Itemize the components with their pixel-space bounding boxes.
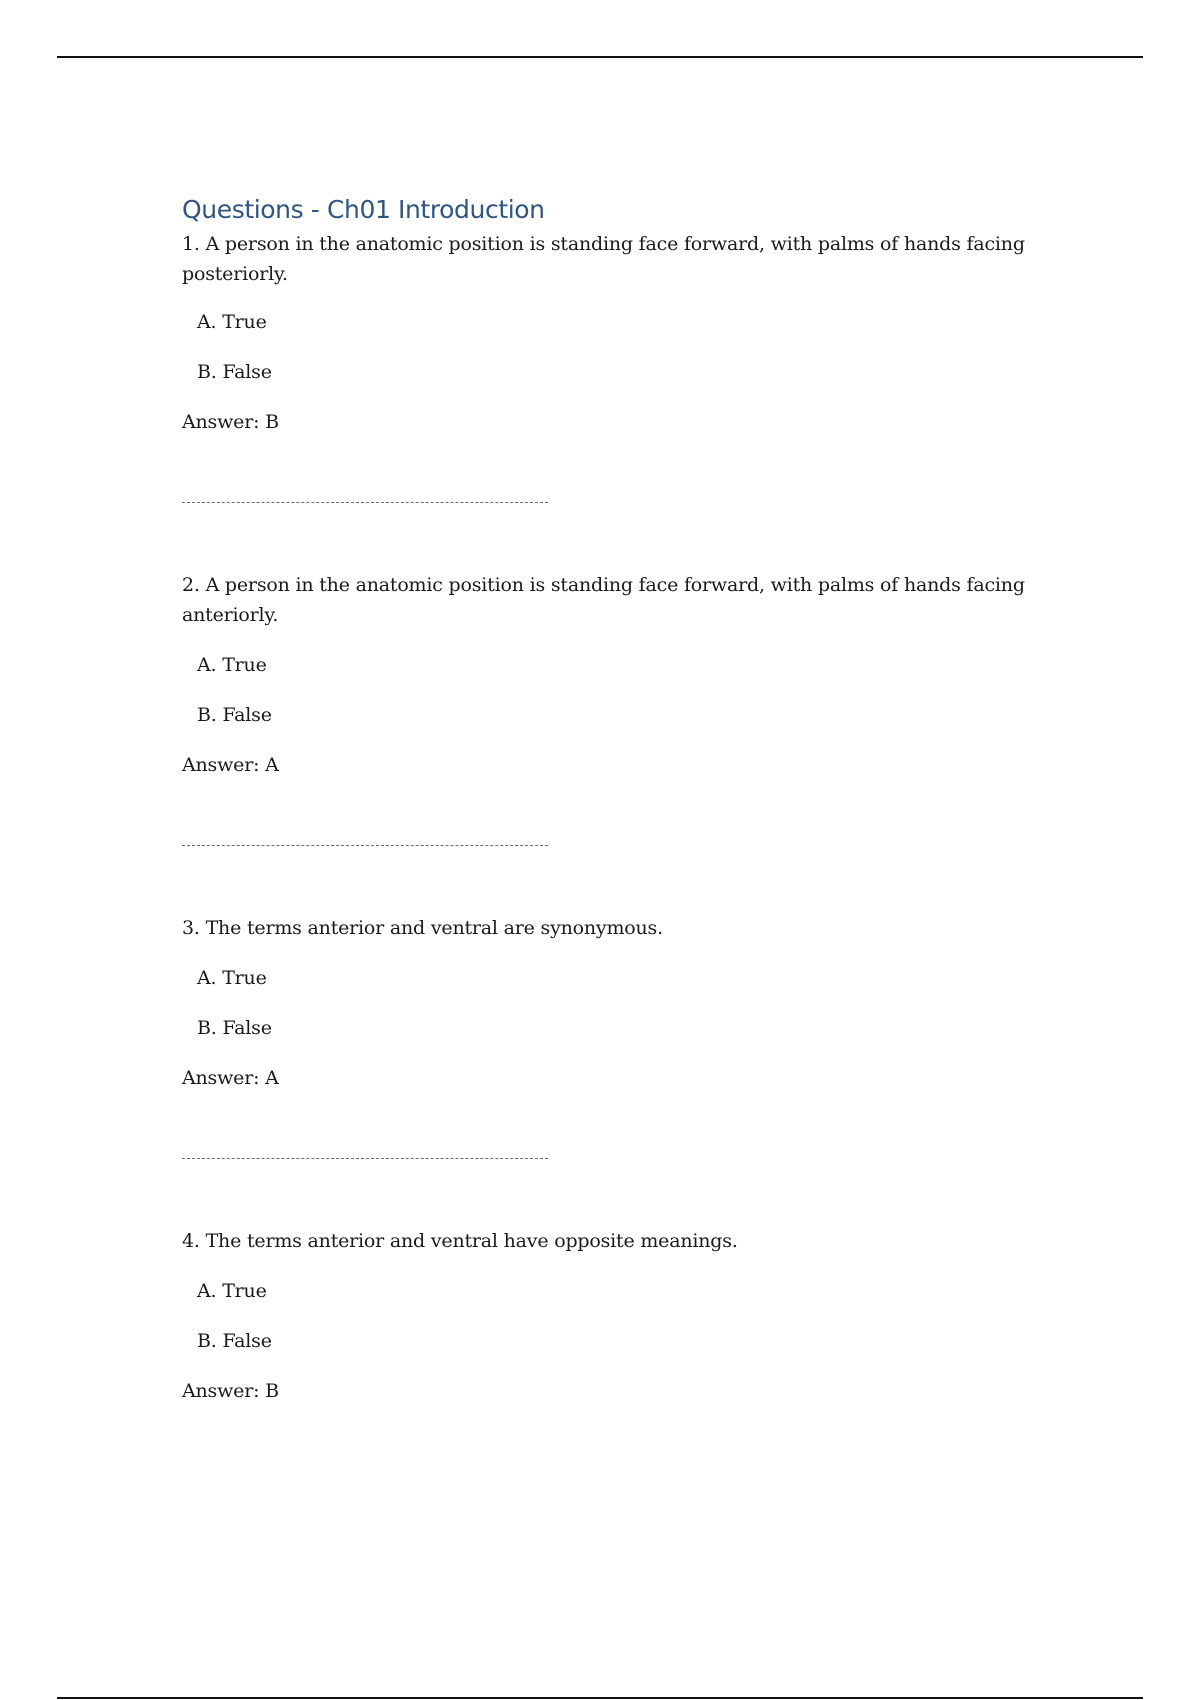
option-b: B. False <box>197 1017 272 1039</box>
question-1 <box>182 229 1042 437</box>
option-b: B. False <box>197 361 272 383</box>
option-a: A. True <box>197 654 267 676</box>
document-body <box>182 193 1042 1406</box>
answer-text: Answer: B <box>182 1380 279 1402</box>
question-text: 4. The terms anterior and ventral have opposite meanings. <box>182 1230 738 1252</box>
option-a: A. True <box>197 311 267 333</box>
question-text: 1. A person in the anatomic position is standing face forward, with palms of hands facing posteriorly. <box>182 233 1025 285</box>
question-2 <box>182 570 1042 780</box>
question-text: 3. The terms anterior and ventral are synonymous. <box>182 917 663 939</box>
answer-text: Answer: B <box>182 411 279 433</box>
header-rule <box>57 56 1143 58</box>
question-separator <box>182 1158 548 1159</box>
question-text: 2. A person in the anatomic position is standing face forward, with palms of hands facing anteriorly. <box>182 574 1025 626</box>
answer-text: Answer: A <box>182 754 279 776</box>
answer-text: Answer: A <box>182 1067 279 1089</box>
question-4 <box>182 1226 1042 1406</box>
option-a: A. True <box>197 967 267 989</box>
option-b: B. False <box>197 704 272 726</box>
question-separator <box>182 502 548 503</box>
question-3 <box>182 913 1042 1093</box>
document-title: Questions - Ch01 Introduction <box>182 195 545 224</box>
question-separator <box>182 845 548 846</box>
option-a: A. True <box>197 1280 267 1302</box>
footer-rule <box>57 1697 1143 1699</box>
option-b: B. False <box>197 1330 272 1352</box>
